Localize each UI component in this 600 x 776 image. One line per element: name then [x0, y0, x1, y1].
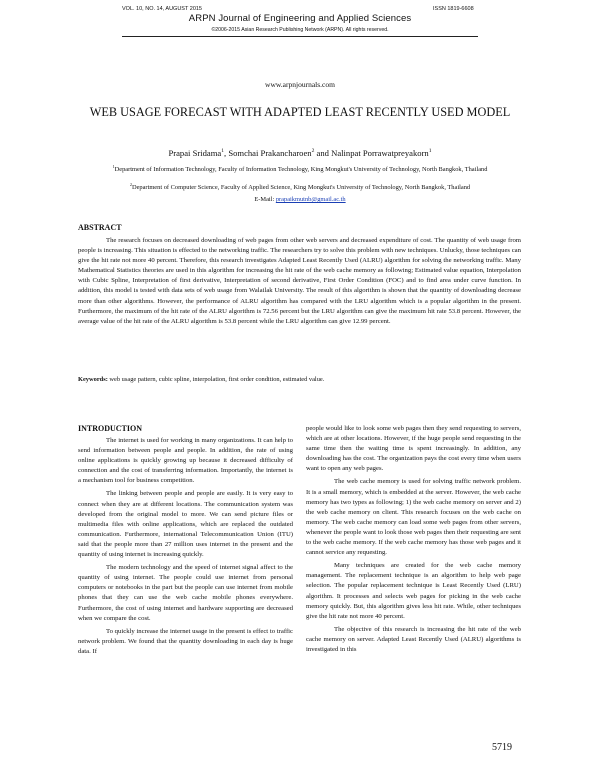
affiliation-1 [0, 165, 600, 175]
keywords-line [78, 376, 521, 383]
keywords-label: Keywords: [78, 376, 108, 383]
body-column-right [306, 424, 521, 658]
email-link[interactable]: prapaikmutnb@gmail.ac.th [275, 196, 346, 203]
affiliation-mark: 1 [112, 163, 115, 169]
keywords-text: web usage pattern, cubic spline, interpolation, first order condition, estimated value. [107, 376, 325, 383]
affiliation-text: Department of Information Technology, Faculty of Information Technology, King Mongkut's University of Technology, North Bangkok, Thailand [114, 166, 488, 173]
email-label: E-Mail: [254, 196, 276, 203]
issn: ISSN 1819-6608 [433, 6, 474, 12]
paragraph: The objective of this research is increasing the hit rate of the web cache memory on server. Adapted Least Recently Used (ALRU) algorithms is investigated in this [306, 625, 521, 653]
paragraph-continued: people would like to look some web pages then they send requesting to servers, which are at other locations. However, if the huge people send requesting in the same time then the waiting time is spent increasingly. In addition, any downloading has the cost. The organization pays the cost every time when users want to open any web pages. [306, 425, 521, 473]
author-name: Prapai Sridama [168, 148, 222, 158]
paragraph: The internet is used for working in many organizations. It can help to send information between people and people. In addition, the rate of using online applications is quickly growing up because it decreased difficulty of connection and the cost of transferring information. Importantly, the internet is a mechanism tool for business competition. [78, 437, 293, 485]
journal-website: www.arpnjournals.com [265, 80, 335, 89]
copyright-notice: ©2006-2015 Asian Research Publishing Network (ARPN). All rights reserved. [211, 27, 389, 33]
contact-email [0, 196, 600, 203]
journal-name: ARPN Journal of Engineering and Applied Sciences [188, 13, 412, 24]
volume-info: VOL. 10, NO. 14, AUGUST 2015 [122, 6, 202, 12]
paragraph: The web cache memory is used for solving traffic network problem. It is a small memory, which is embedded at the server. However, the web cache memory has two types as following; 1) the web cache memory on server and 2) the web cache memory on client. This research focuses on the web cache on memory. The web cache memory can load some web pages from other servers, whenever the people want to look those web pages then their requesting are sent to the web cache memory. If the web cache memory has those web pages and it cannot service any requesting. [306, 478, 521, 557]
author-separator: , [224, 148, 229, 158]
affiliation-mark: 2 [129, 181, 132, 187]
affiliation-text: Department of Computer Science, Faculty of Applied Science, King Mongkut's University of Technology, North Bangkok, Thailand [131, 184, 471, 191]
paper-title: WEB USAGE FORECAST WITH ADAPTED LEAST RECENTLY USED MODEL [89, 105, 511, 119]
paragraph: To quickly increase the internet usage in the present is effect to traffic network problem. We found that the quantity downloading in each day is huge data. If [78, 627, 293, 655]
page-number: 5719 [492, 742, 512, 753]
abstract-text: The research focuses on decreased downloading of web pages from other web servers and decreased expenditure of cost. The quantity of web usage from people is increasing. This situation is effected to the networking traffic. The researchers try to solve this problem with new techniques. Unlucky, those techniques can give the hit rate not more 40 percent. Therefore, this research investigates Adapted Least Recently Used (ALRU) algorithm for solving the networking traffic. Many Mathematical Statistics theories are used in this algorithm for increasing the hit rate of the web cache memory as following; Estimated value equation, Interpolation with Cubic Spline, Interpretation of first derivative, Interpretation of second derivative, First Order Condition (FOC) and to find area under curve function. In addition, this model is tested with data sets of web usage from Walailak University. The result of this algorithm is shown that the quantity of downloading decrease more than other algorithms. However, the performance of ALRU algorithm has compared with the LRU algorithm which is a popular algorithm in the present. Furthermore, the maximum of the hit rate of the ALRU algorithm is 72.56 percent but the LRU algorithm can give the maximum hit rate 53.8 percent. However, the average value of the hit rate of the ALRU algorithm is 53.8 percent while the LRU algorithm can give 12.99 percent. [78, 237, 521, 325]
paragraph: The linking between people and people are easily. It is very easy to connect when they are at different locations. The communication system was developed from the original model to more. We can send picture files or multimedia files with online applications, which are replaced the outdated communication. Furthermore, international Telecommunication Union (ITU) said that the people more than 27 million uses internet in the present and the quantity of using internet is increasing quickly. [78, 490, 293, 559]
body-column-left [78, 436, 293, 660]
paragraph: The modern technology and the speed of internet signal affect to the quantity of using internet. The people could use internet from personal computers or notebooks in the part but the people can use internet from mobile phones that they can use the web cache mobile phones everywhere. Furthermore, the cost of using internet and hardware supporting are decreased when we compare the cost. [78, 564, 293, 622]
author-list [0, 148, 600, 158]
author-affiliation-mark: 1 [428, 148, 432, 155]
author-affiliation-mark: 2 [311, 148, 315, 155]
introduction-heading: INTRODUCTION [78, 424, 143, 433]
author-name: Nalinpat Porrawatpreyakorn [331, 148, 429, 158]
abstract-heading: ABSTRACT [78, 223, 122, 232]
author-affiliation-mark: 1 [221, 148, 225, 155]
header-rule [122, 36, 478, 37]
author-name: Somchai Prakancharoen [228, 148, 312, 158]
paragraph: Many techniques are created for the web cache memory management. The replacement technique is an algorithm to help web page selection. The popular replacement technique is Least Recently Used (LRU) algorithm. It processes and selects web pages for picking in the web cache memory quickly. But, this algorithm gives less hit rate. While, other techniques give the hit rate not more 40 percent. [306, 562, 521, 620]
affiliation-2 [0, 183, 600, 193]
author-separator: and [314, 148, 332, 158]
